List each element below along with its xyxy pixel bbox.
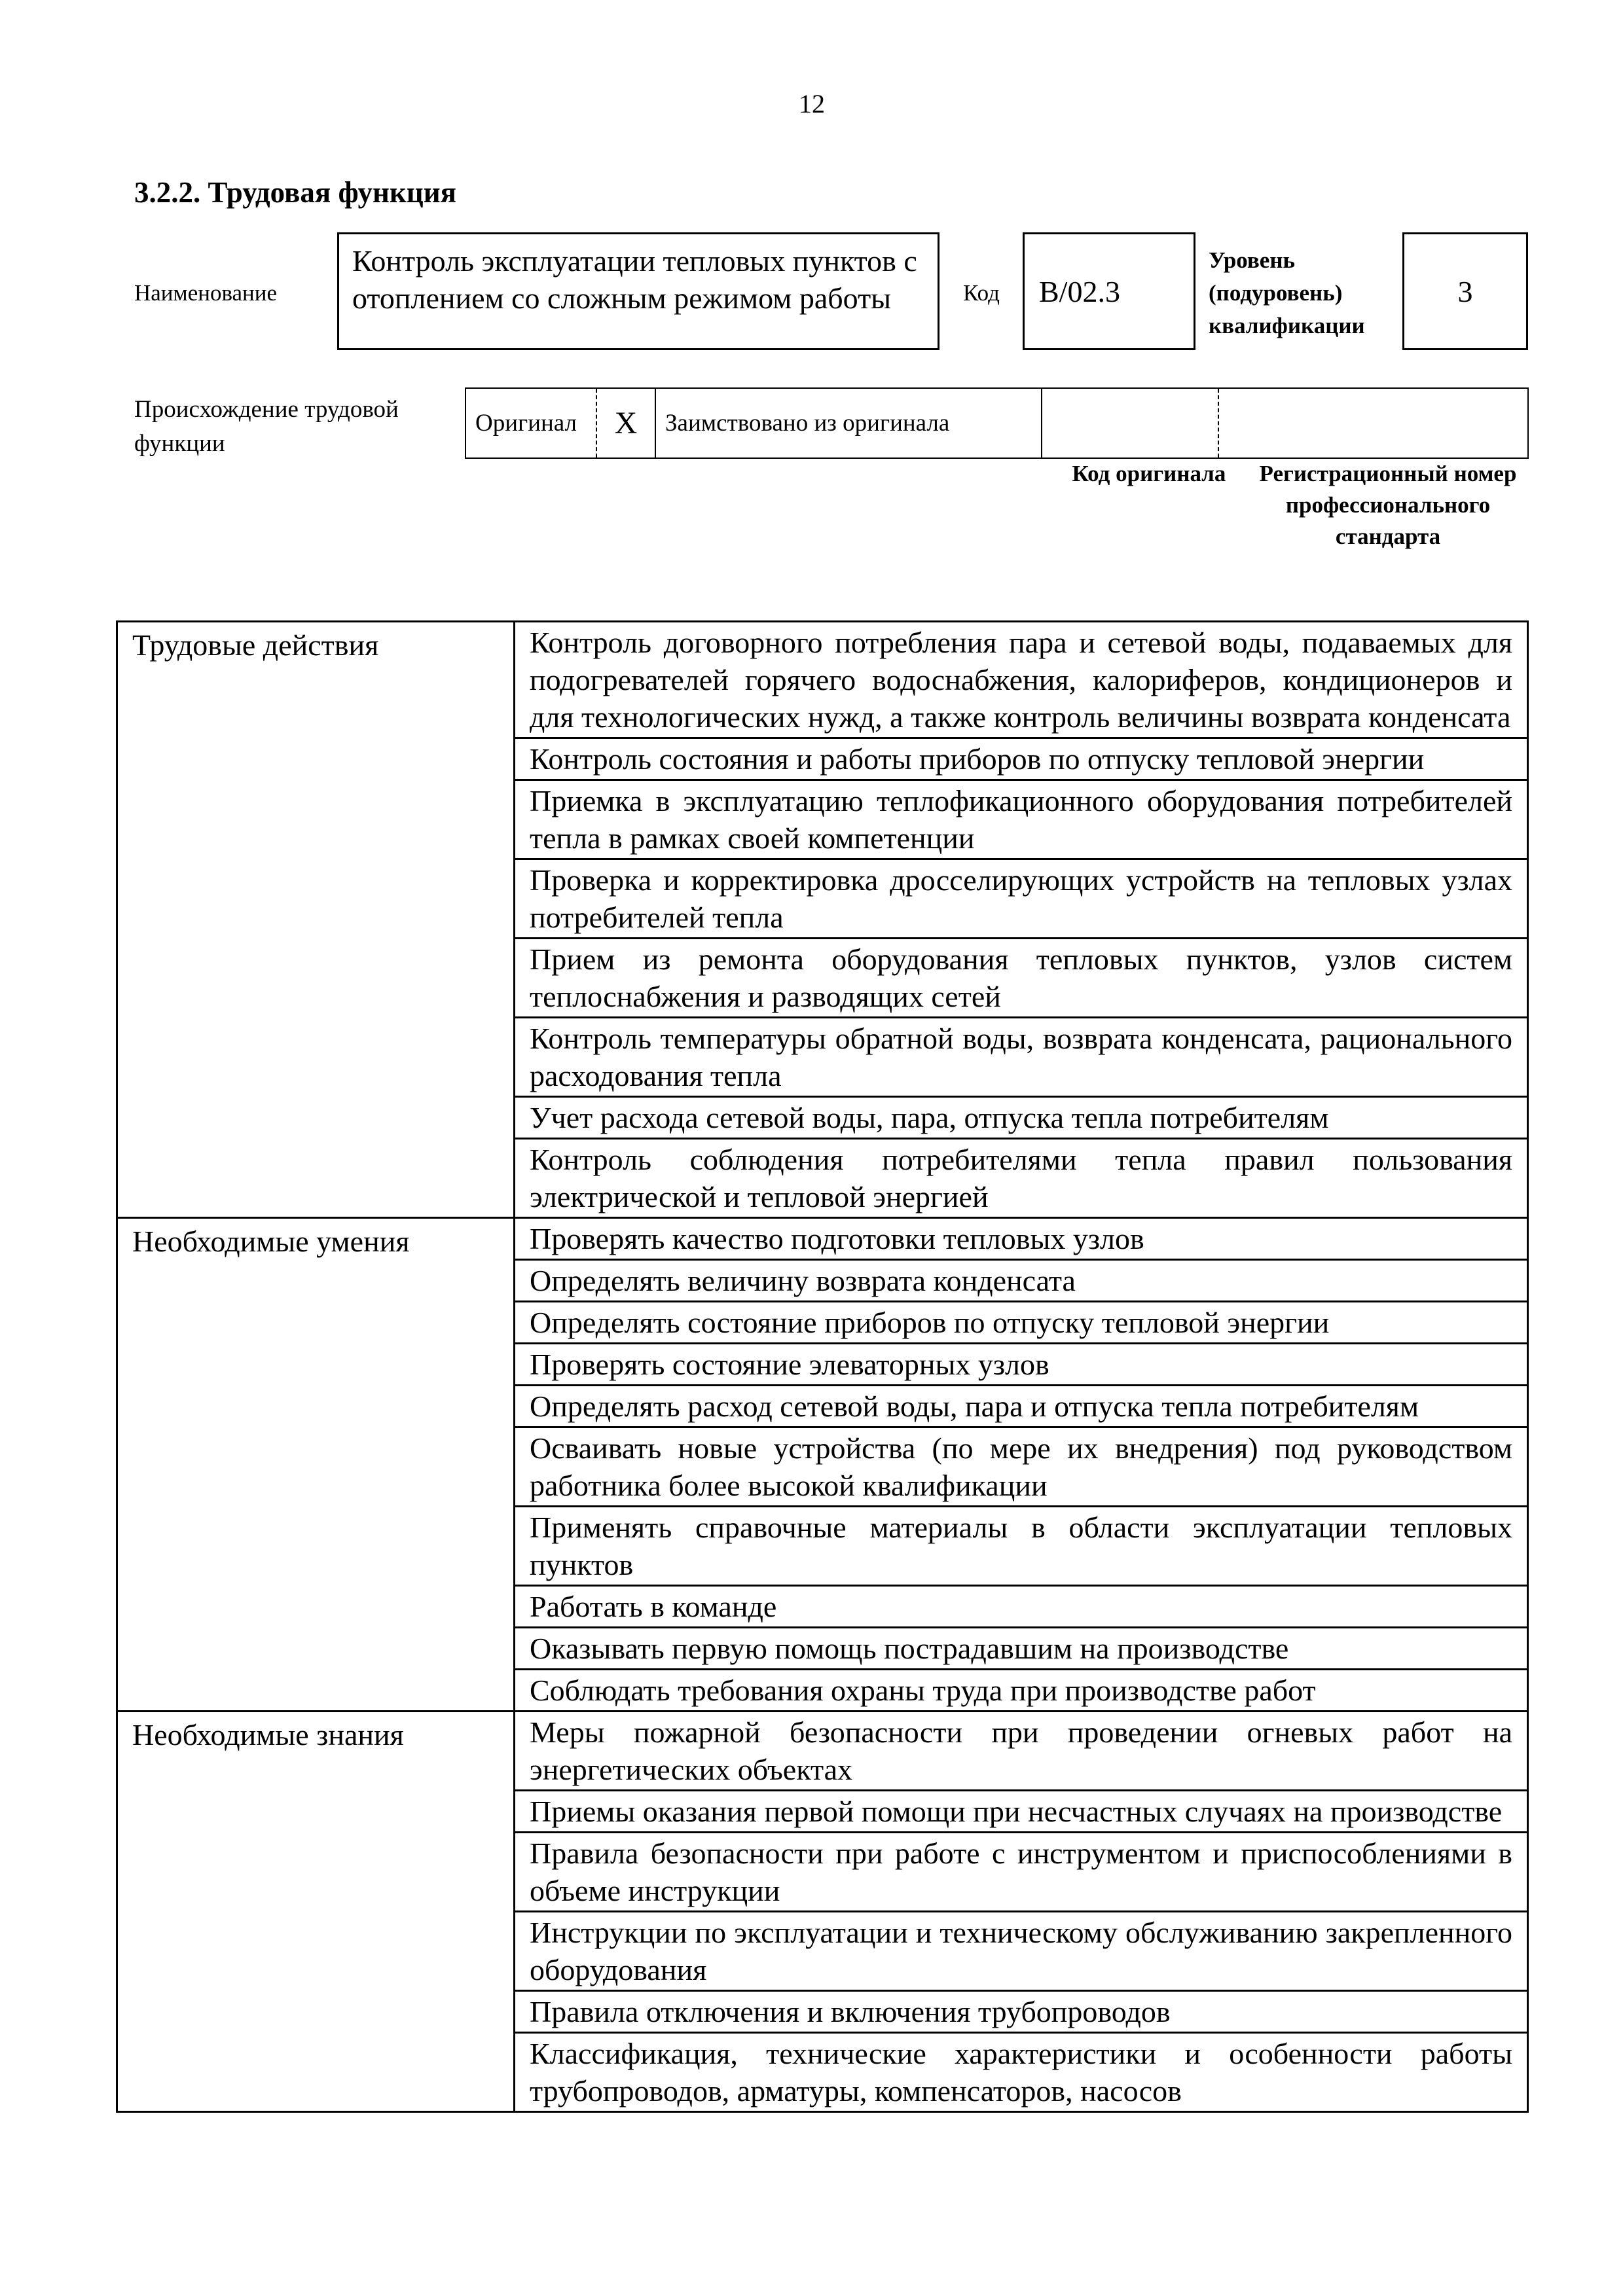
level-label-line-1: Уровень [1209,247,1296,273]
section-item-cell: Меры пожарной безопасности при проведении огневых работ на энергетических объектах [515,1712,1528,1791]
table-row [117,1712,1528,1791]
origin-mark-cell: X [596,388,655,458]
table-row [117,622,1528,738]
code-label: Код [963,280,1000,306]
section-item-cell: Контроль соблюдения потребителями тепла правил пользования электрической и тепловой энергией [515,1139,1528,1218]
section-item-cell: Прием из ремонта оборудования тепловых пунктов, узлов систем теплоснабжения и разводящих сетей [515,939,1528,1018]
competency-table [116,620,1529,2113]
section-item-cell: Применять справочные материалы в области эксплуатации тепловых пунктов [515,1507,1528,1586]
origin-borrowed-cell: Заимствовано из оригинала [655,388,1042,458]
name-label: Наименование [134,280,278,306]
level-label-line-2: (подуровень) [1209,280,1343,306]
origin-table [465,387,1529,459]
section-category-cell: Необходимые умения [117,1218,515,1712]
original-code-caption: Код оригинала [1072,461,1226,486]
table-row [117,1218,1528,1260]
section-item-cell: Контроль договорного потребления пара и сетевой воды, подаваемых для подогревателей горячего водоснабжения, калориферов, кондиционеров и для технологических нужд, а также контроль величины возврата конденсата [515,622,1528,738]
origin-reg-number-cell [1218,388,1528,458]
section-item-cell: Инструкции по эксплуатации и техническому обслуживанию закрепленного оборудования [515,1912,1528,1991]
section-item-cell: Правила безопасности при работе с инструментом и приспособлениями в объеме инструкции [515,1833,1528,1912]
section-item-cell: Определять расход сетевой воды, пара и отпуска тепла потребителям [515,1386,1528,1427]
level-label-line-3: квалификации [1209,313,1365,338]
section-item-cell: Проверка и корректировка дросселирующих устройств на тепловых узлах потребителей тепла [515,859,1528,939]
section-item-cell: Правила отключения и включения трубопроводов [515,1991,1528,2033]
section-item-cell: Работать в команде [515,1586,1528,1628]
section-category-cell: Трудовые действия [117,622,515,1218]
section-item-cell: Определять величину возврата конденсата [515,1260,1528,1302]
section-item-cell: Учет расхода сетевой воды, пара, отпуска тепла потребителям [515,1097,1528,1139]
section-item-cell: Контроль состояния и работы приборов по отпуску тепловой энергии [515,738,1528,780]
section-item-cell: Приемка в эксплуатацию теплофикационного оборудования потребителей тепла в рамках своей компетенции [515,780,1528,859]
origin-original-cell: Оригинал [465,388,596,458]
registration-number-caption: Регистрационный номер профессионального стандарта [1259,461,1517,549]
section-item-cell: Оказывать первую помощь пострадавшим на производстве [515,1628,1528,1670]
section-item-cell: Проверять качество подготовки тепловых узлов [515,1218,1528,1260]
function-name-field: Контроль эксплуатации тепловых пунктов с отоплением со сложным режимом работы [337,232,939,350]
section-item-cell: Соблюдать требования охраны труда при производстве работ [515,1670,1528,1712]
competency-table-body [117,622,1528,2112]
section-category-cell: Необходимые знания [117,1712,515,2112]
section-item-cell: Контроль температуры обратной воды, возврата конденсата, рационального расходования тепла [515,1018,1528,1097]
origin-code-cell [1042,388,1218,458]
page-number: 12 [799,89,825,118]
origin-row [465,388,1528,458]
section-title: 3.2.2. Трудовая функция [134,176,457,209]
origin-label: Происхождение трудовой функции [134,396,399,457]
section-item-cell: Проверять состояние элеваторных узлов [515,1344,1528,1386]
qualification-level-label [1209,244,1365,342]
function-code-field: B/02.3 [1023,232,1195,350]
section-item-cell: Приемы оказания первой помощи при несчастных случаях на производстве [515,1791,1528,1833]
section-item-cell: Классификация, технические характеристики и особенности работы трубопроводов, арматуры, компенсаторов, насосов [515,2033,1528,2112]
section-item-cell: Осваивать новые устройства (по мере их внедрения) под руководством работника более высокой квалификации [515,1427,1528,1507]
section-item-cell: Определять состояние приборов по отпуску тепловой энергии [515,1302,1528,1344]
qualification-level-field: 3 [1402,232,1528,350]
